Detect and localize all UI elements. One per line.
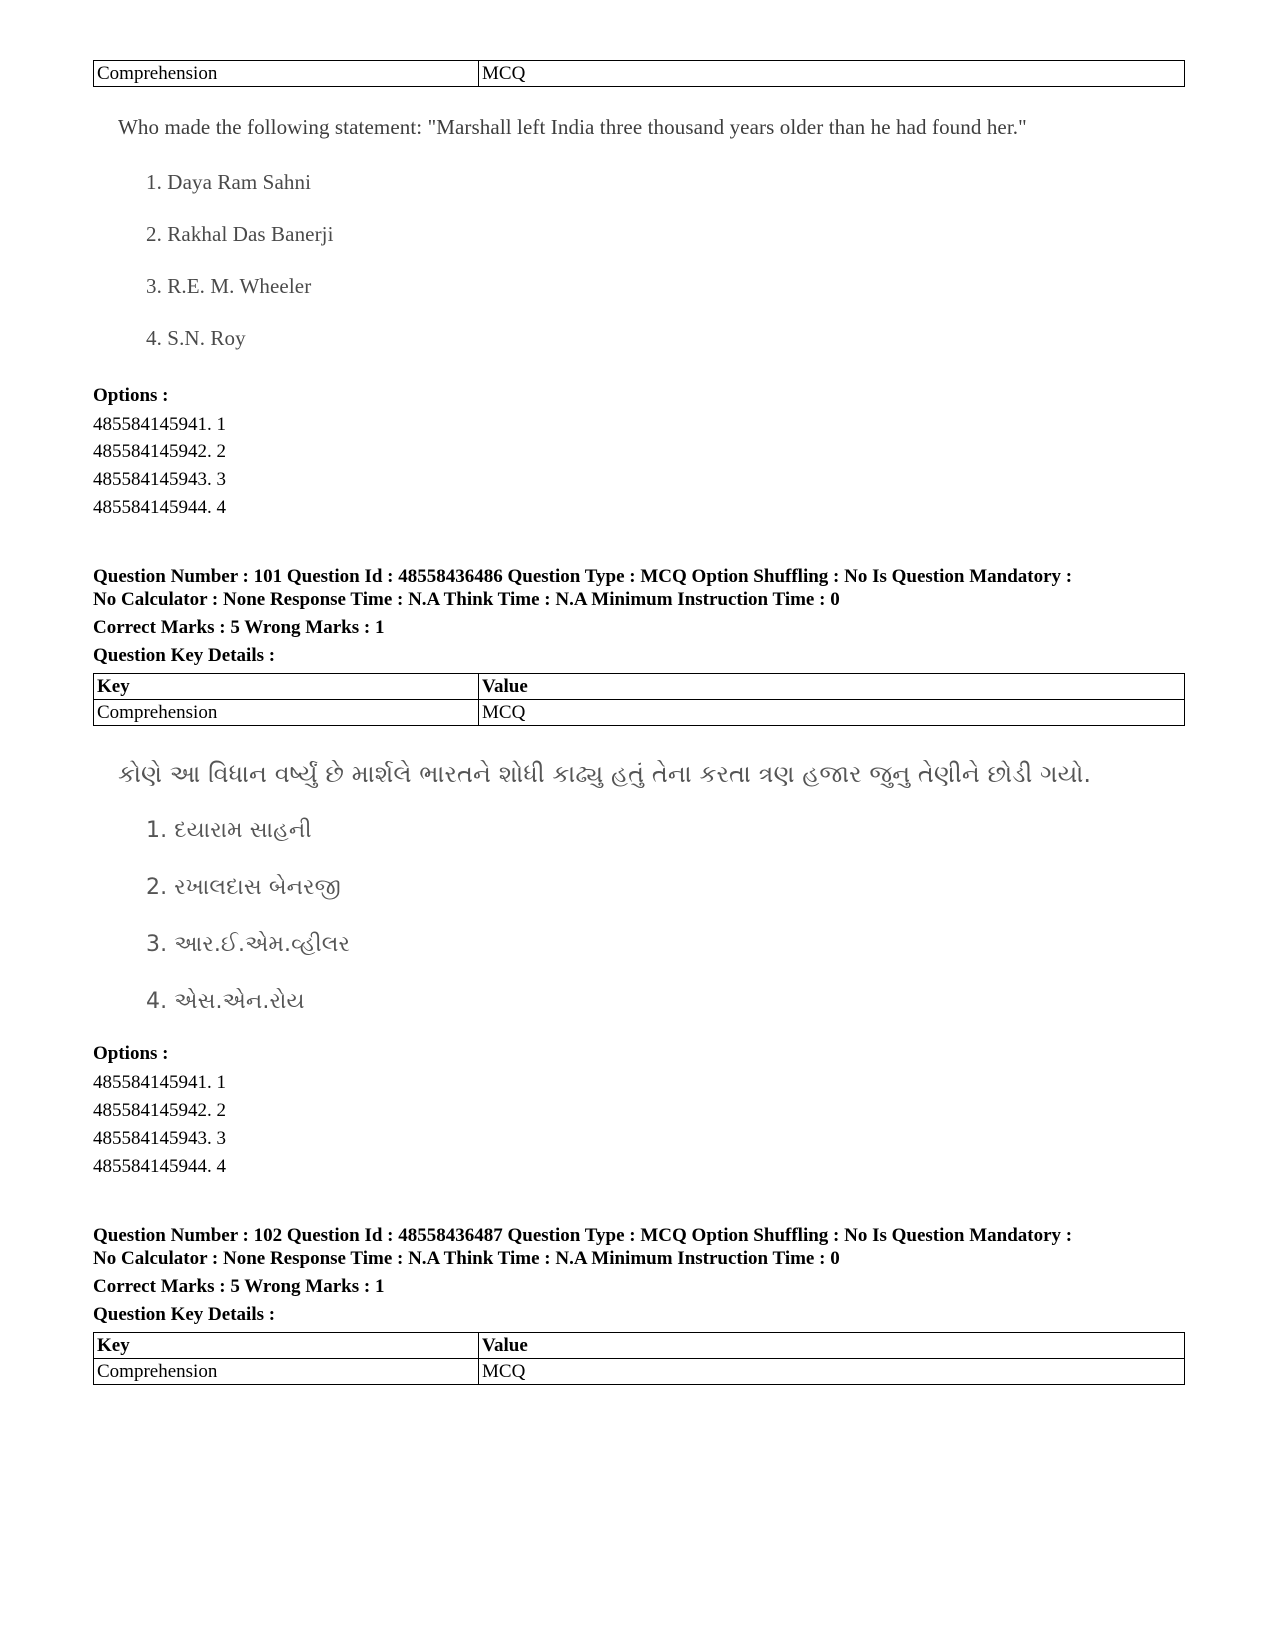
choice-item: 3. R.E. M. Wheeler — [146, 274, 312, 298]
table-header-cell: Value — [479, 1333, 1185, 1359]
table-header-row — [94, 674, 1185, 700]
question-meta-line: No Calculator : None Response Time : N.A Think Time : N.A Minimum Instruction Time : 0 — [93, 1248, 840, 1269]
choice-item: 1. Daya Ram Sahni — [146, 170, 312, 194]
table-row — [94, 1359, 1185, 1385]
option-line: 485584145944. 4 — [93, 497, 226, 518]
table-row — [94, 61, 1185, 87]
table-cell: Comprehension — [94, 700, 479, 726]
table-header-cell: Key — [94, 674, 479, 700]
table-cell: MCQ — [479, 1359, 1185, 1385]
choice-item: 4. એસ.એન.રોય — [146, 989, 305, 1014]
options-label: Options : — [93, 1043, 169, 1064]
option-line: 485584145942. 2 — [93, 441, 226, 462]
choice-item: 2. Rakhal Das Banerji — [146, 222, 334, 246]
table-cell: Comprehension — [94, 61, 479, 87]
options-label: Options : — [93, 385, 169, 406]
key-value-table — [93, 673, 1185, 726]
table-header-cell: Key — [94, 1333, 479, 1359]
top-key-table — [93, 60, 1185, 87]
option-line: 485584145944. 4 — [93, 1156, 226, 1177]
option-line: 485584145941. 1 — [93, 414, 226, 435]
question-meta-line: Question Number : 101 Question Id : 48558436486 Question Type : MCQ Option Shuffling : No Is Question Mandatory : — [93, 566, 1073, 587]
choice-item: 3. આર.ઈ.એમ.વ્હીલર — [146, 932, 350, 957]
table-cell: MCQ — [479, 61, 1185, 87]
choice-item: 1. દયારામ સાહની — [146, 818, 312, 843]
question-statement: Who made the following statement: "Marshall left India three thousand years older than he had found her." — [118, 115, 1027, 139]
key-value-table — [93, 1332, 1185, 1385]
table-header-row — [94, 1333, 1185, 1359]
question-meta-line: Question Number : 102 Question Id : 48558436487 Question Type : MCQ Option Shuffling : No Is Question Mandatory : — [93, 1225, 1073, 1246]
question-meta-line: No Calculator : None Response Time : N.A Think Time : N.A Minimum Instruction Time : 0 — [93, 589, 840, 610]
table-header-cell: Value — [479, 674, 1185, 700]
option-line: 485584145941. 1 — [93, 1072, 226, 1093]
choice-item: 2. રખાલદાસ બેનરજી — [146, 875, 341, 900]
option-line: 485584145942. 2 — [93, 1100, 226, 1121]
choice-item: 4. S.N. Roy — [146, 326, 246, 350]
question-statement: કોણે આ વિધાન વર્ષ્યું છે માર્શલે ભારતને શોધી કાઢ્યુ હતું તેના કરતા ત્રણ હજાર જુનુ તેણીને છોડી ગયો. — [118, 760, 1092, 788]
key-details-label: Question Key Details : — [93, 1304, 276, 1325]
marks-line: Correct Marks : 5 Wrong Marks : 1 — [93, 617, 385, 638]
marks-line: Correct Marks : 5 Wrong Marks : 1 — [93, 1276, 385, 1297]
option-line: 485584145943. 3 — [93, 469, 226, 490]
table-cell: Comprehension — [94, 1359, 479, 1385]
table-row — [94, 700, 1185, 726]
key-details-label: Question Key Details : — [93, 645, 276, 666]
table-cell: MCQ — [479, 700, 1185, 726]
option-line: 485584145943. 3 — [93, 1128, 226, 1149]
